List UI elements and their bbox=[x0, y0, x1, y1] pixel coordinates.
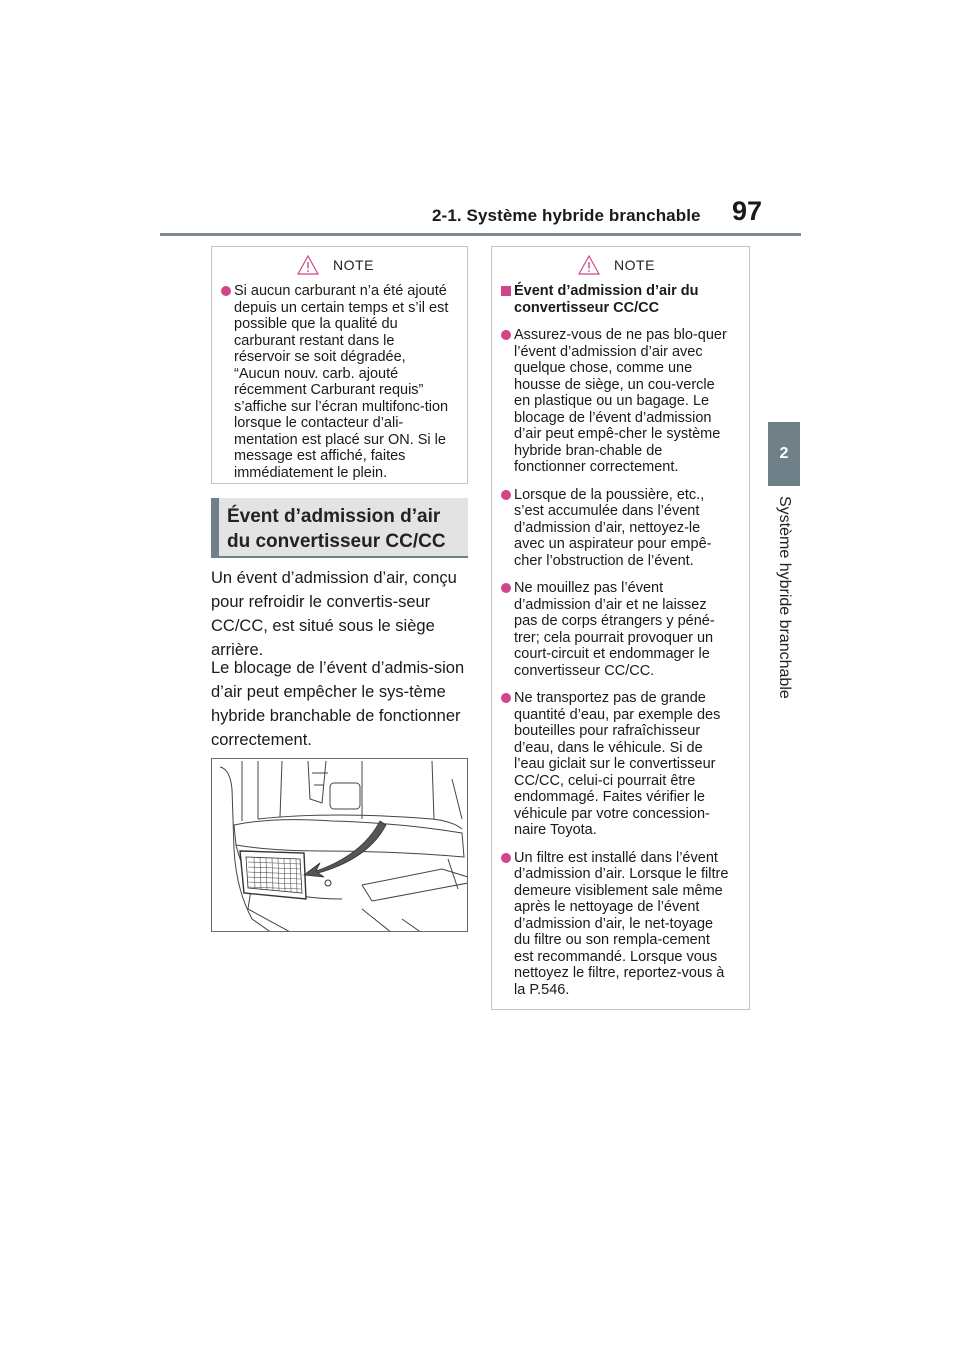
bullet-icon bbox=[501, 583, 511, 593]
note-item-text: Assurez-vous de ne pas blo-quer l’évent d’admission d’air avec quelque chose, comme une housse de siège, un cou-vercle en plastique ou un bagage. Le blocage de l’évent d’admission d’air peut empê-cher le système hybride bran-chable de fonctionner correctement. bbox=[514, 327, 727, 475]
note-subheading-text: Évent d’admission d’air du convertisseur CC/CC bbox=[514, 283, 699, 316]
square-bullet-icon bbox=[501, 286, 511, 296]
note-item bbox=[492, 580, 733, 679]
note-item-text: Un filtre est installé dans l’évent d’admission d’air. Lorsque le filtre demeure visiblement sale même après le nettoyage de l’évent d’admission d’air, le net-toyage du filtre ou son rempla-cement est recommandé. Lorsque vous nettoyez le filtre, reportez-vous à la P.546. bbox=[514, 849, 729, 998]
note-item bbox=[492, 487, 733, 570]
bullet-icon bbox=[501, 693, 511, 703]
note-label: NOTE bbox=[614, 257, 655, 273]
section-heading-line1: Évent d’admission d’air bbox=[227, 506, 441, 527]
note-item bbox=[212, 283, 451, 481]
chapter-label: Système hybride branchable bbox=[776, 496, 793, 699]
illustration-drawing bbox=[212, 759, 468, 932]
note-item-text: Si aucun carburant n’a été ajouté depuis un certain temps et s’il est possible que la qualité du carburant restant dans le réservoir se soit dégradée, “Aucun nouv. carb. ajouté récemment Carburant requis” s’affiche sur l’écran multifonc-tion lorsque le contacteur d’ali-mentation est placé sur ON. Si le message est affiché, faites immédiatement le plein. bbox=[234, 283, 449, 481]
right-note-box bbox=[491, 246, 750, 1010]
bullet-icon bbox=[501, 853, 511, 863]
note-item bbox=[492, 850, 733, 999]
left-note-box bbox=[211, 246, 468, 484]
note-item-text: Ne mouillez pas l’évent d’admission d’air et ne laissez pas de corps étrangers y péné-trer; cela pourrait provoquer un court-circuit et endommager le convertisseur CC/CC. bbox=[514, 580, 715, 679]
body-paragraph: Un évent d’admission d’air, conçu pour refroidir le convertis-seur CC/CC, est situé sous le siège arrière. bbox=[211, 569, 457, 659]
bullet-icon bbox=[221, 286, 231, 296]
rear-seat-vent-illustration bbox=[211, 758, 468, 932]
note-item-text: Ne transportez pas de grande quantité d’eau, par exemple des bouteilles pour rafraîchisseur d’eau, dans le véhicule. Si de l’eau giclait sur le convertisseur CC/CC, celui-ci pourrait être endommagé. Faites vérifier le véhicule par votre concession-naire Toyota. bbox=[514, 690, 721, 838]
note-subheading bbox=[492, 283, 733, 316]
note-header bbox=[220, 247, 451, 283]
warning-icon bbox=[578, 255, 600, 275]
warning-icon bbox=[297, 255, 319, 275]
section-title: 2-1. Système hybride branchable bbox=[432, 206, 701, 225]
note-item-text: Lorsque de la poussière, etc., s’est accumulée dans l’évent d’admission d’air, nettoyez-le avec un aspirateur pour empê-cher l’obstruction de l’évent. bbox=[514, 486, 712, 569]
page-number: 97 bbox=[732, 196, 763, 226]
note-item bbox=[492, 690, 733, 839]
section-heading-line2: du convertisseur CC/CC bbox=[227, 531, 446, 552]
section-heading bbox=[211, 498, 468, 558]
chapter-tab[interactable]: 2 bbox=[768, 422, 800, 486]
body-paragraph: Le blocage de l’évent d’admis-sion d’air peut empêcher le sys-tème hybride branchable de fonctionner correctement. bbox=[211, 659, 465, 749]
header-rule bbox=[160, 233, 801, 236]
note-item bbox=[492, 327, 733, 476]
note-header bbox=[500, 247, 733, 283]
bullet-icon bbox=[501, 490, 511, 500]
bullet-icon bbox=[501, 330, 511, 340]
note-label: NOTE bbox=[333, 257, 374, 273]
